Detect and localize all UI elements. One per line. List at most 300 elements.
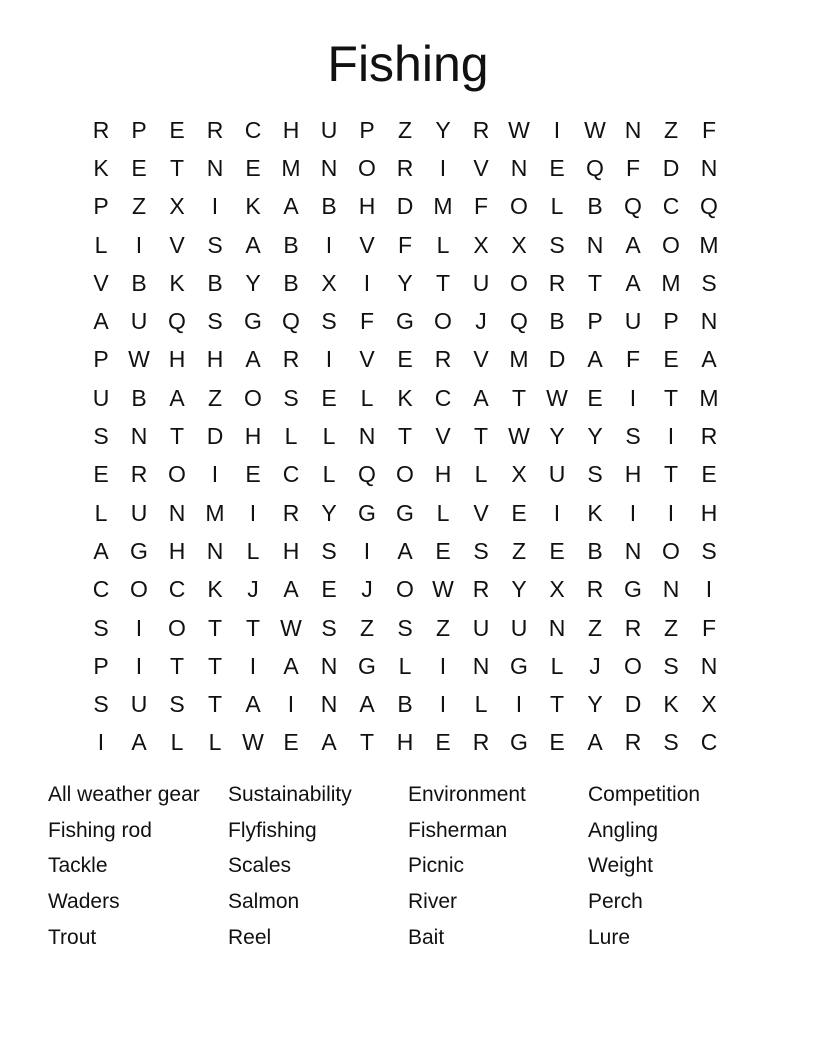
word-list-item: Trout [48, 925, 97, 949]
grid-letter: U [472, 269, 490, 296]
grid-letter: S [549, 231, 565, 258]
grid-letter: O [510, 269, 528, 296]
word-list-item: Bait [408, 925, 445, 949]
grid-letter: G [624, 576, 642, 603]
grid-letter: A [473, 384, 489, 411]
grid-letter: F [701, 614, 717, 641]
grid-letter: K [397, 384, 413, 411]
grid-letter: T [169, 423, 185, 450]
grid-letter: U [130, 499, 148, 526]
grid-letter: U [320, 116, 338, 143]
grid-letter: F [473, 193, 489, 220]
grid-letter: S [169, 691, 185, 718]
grid-letter: A [283, 576, 299, 603]
grid-letter: R [548, 269, 566, 296]
grid-letter: E [549, 729, 565, 756]
grid-letter: R [472, 576, 490, 603]
grid-letter: R [624, 614, 642, 641]
grid-letter: T [473, 423, 489, 450]
grid-letter: L [94, 499, 108, 526]
grid-letter: S [663, 652, 679, 679]
grid-letter: B [397, 691, 413, 718]
grid-letter: E [131, 154, 147, 181]
grid-letter: X [169, 193, 185, 220]
grid-letter: Z [435, 614, 451, 641]
grid-letter: Y [435, 116, 451, 143]
grid-letter: L [360, 384, 374, 411]
grid-letter: O [510, 193, 528, 220]
grid-letter: P [93, 193, 109, 220]
grid-letter: H [396, 729, 414, 756]
grid-letter: V [473, 499, 489, 526]
grid-letter: S [207, 308, 223, 335]
grid-letter: T [207, 614, 223, 641]
grid-letter: M [699, 384, 719, 411]
grid-letter: L [474, 461, 488, 488]
grid-letter: U [624, 308, 642, 335]
grid-letter: Z [511, 537, 527, 564]
grid-letter: U [510, 614, 528, 641]
grid-letter: N [624, 537, 642, 564]
grid-letter: T [549, 691, 565, 718]
grid-letter: I [211, 461, 219, 488]
grid-letter: A [359, 691, 375, 718]
grid-letter: W [508, 116, 530, 143]
grid-letter: K [207, 576, 223, 603]
grid-letter: Z [131, 193, 147, 220]
grid-letter: N [320, 652, 338, 679]
grid-letter: N [472, 652, 490, 679]
grid-letter: I [515, 691, 523, 718]
grid-letter: M [661, 269, 681, 296]
grid-letter: I [97, 729, 105, 756]
grid-letter: Z [359, 614, 375, 641]
grid-letter: G [358, 652, 376, 679]
grid-letter: R [282, 499, 300, 526]
grid-letter: H [206, 346, 224, 373]
word-list-item: Waders [48, 890, 120, 914]
grid-letter: A [587, 346, 603, 373]
word-list [48, 777, 788, 955]
grid-letter: Y [587, 691, 603, 718]
grid-letter: N [510, 154, 528, 181]
grid-letter: K [93, 154, 109, 181]
grid-letter: E [435, 729, 451, 756]
grid-letter: H [434, 461, 452, 488]
grid-letter: W [432, 576, 454, 603]
grid-letter: U [548, 461, 566, 488]
grid-letter: T [169, 154, 185, 181]
word-list-item: Salmon [228, 890, 300, 914]
grid-letter: C [168, 576, 186, 603]
grid-letter: I [553, 116, 561, 143]
grid-letter: I [553, 499, 561, 526]
grid-letter: N [358, 423, 376, 450]
grid-letter: Q [358, 461, 376, 488]
grid-letter: Q [624, 193, 642, 220]
grid-letter: F [625, 346, 641, 373]
grid-letter: I [439, 154, 447, 181]
grid-letter: R [434, 346, 452, 373]
grid-letter: F [701, 116, 717, 143]
grid-letter: O [434, 308, 452, 335]
grid-letter: S [473, 537, 489, 564]
grid-letter: I [211, 193, 219, 220]
grid-letter: R [700, 423, 718, 450]
word-list-item: Scales [228, 854, 292, 878]
grid-letter: A [245, 346, 261, 373]
word-list-item: Competition [588, 783, 701, 806]
grid-letter: O [662, 231, 680, 258]
grid-letter: J [361, 576, 373, 603]
grid-letter: I [705, 576, 713, 603]
grid-letter: I [249, 499, 257, 526]
grid-letter: B [321, 193, 337, 220]
grid-letter: V [359, 231, 375, 258]
grid-letter: I [325, 346, 333, 373]
grid-letter: T [359, 729, 375, 756]
grid-letter: N [130, 423, 148, 450]
grid-letter: W [508, 423, 530, 450]
grid-letter: F [359, 308, 375, 335]
grid-letter: M [281, 154, 301, 181]
grid-letter: S [625, 423, 641, 450]
grid-letter: Y [321, 499, 337, 526]
grid-letter: B [549, 308, 565, 335]
grid-letter: L [550, 652, 564, 679]
grid-letter: O [624, 652, 642, 679]
grid-letter: R [206, 116, 224, 143]
grid-letter: K [663, 691, 679, 718]
grid-letter: P [587, 308, 603, 335]
grid-letter: A [587, 729, 603, 756]
grid-letter: L [284, 423, 298, 450]
grid-letter: S [93, 691, 109, 718]
grid-letter: V [473, 346, 489, 373]
grid-letter: A [397, 537, 413, 564]
grid-letter: S [701, 269, 717, 296]
grid-letter: G [396, 499, 414, 526]
grid-letter: F [397, 231, 413, 258]
grid-letter: E [435, 537, 451, 564]
grid-letter: M [433, 193, 453, 220]
grid-letter: W [242, 729, 264, 756]
grid-letter: P [93, 346, 109, 373]
grid-letter: B [283, 231, 299, 258]
grid-letter: T [663, 384, 679, 411]
grid-letter: I [325, 231, 333, 258]
grid-letter: B [283, 269, 299, 296]
grid-letter: W [584, 116, 606, 143]
grid-letter: Z [397, 116, 413, 143]
grid-letter: O [396, 461, 414, 488]
grid-letter: B [587, 193, 603, 220]
grid-letter: T [663, 461, 679, 488]
grid-letter: M [509, 346, 529, 373]
grid-letter: T [207, 691, 223, 718]
word-list-item: River [408, 890, 458, 914]
grid-letter: E [701, 461, 717, 488]
grid-letter: Y [549, 423, 565, 450]
grid-letter: H [700, 499, 718, 526]
grid-letter: J [589, 652, 601, 679]
grid-letter: I [287, 691, 295, 718]
word-list-item: Environment [408, 783, 526, 806]
grid-letter: N [548, 614, 566, 641]
grid-letter: E [511, 499, 527, 526]
grid-letter: K [587, 499, 603, 526]
grid-letter: J [475, 308, 487, 335]
grid-letter: I [629, 499, 637, 526]
grid-letter: S [663, 729, 679, 756]
grid-letter: P [131, 116, 147, 143]
grid-letter: B [131, 269, 147, 296]
grid-letter: E [283, 729, 299, 756]
word-list-item: Tackle [48, 854, 108, 878]
grid-letter: I [135, 652, 143, 679]
grid-letter: R [472, 116, 490, 143]
grid-letter: V [473, 154, 489, 181]
grid-letter: Q [282, 308, 300, 335]
grid-letter: W [128, 346, 150, 373]
grid-letter: O [358, 154, 376, 181]
grid-letter: T [397, 423, 413, 450]
grid-letter: K [169, 269, 185, 296]
grid-letter: L [94, 231, 108, 258]
grid-letter: P [93, 652, 109, 679]
grid-letter: S [321, 614, 337, 641]
grid-letter: G [130, 537, 148, 564]
grid-letter: H [282, 537, 300, 564]
grid-letter: Y [397, 269, 413, 296]
grid-letter: E [93, 461, 109, 488]
grid-letter: Y [511, 576, 527, 603]
grid-letter: G [358, 499, 376, 526]
word-list-item: Weight [588, 854, 653, 878]
grid-letter: S [701, 537, 717, 564]
word-list-item: Fisherman [408, 818, 508, 842]
grid-letter: C [92, 576, 110, 603]
grid-letter: E [245, 461, 261, 488]
puzzle-title: Fishing [327, 36, 489, 92]
grid-letter: V [93, 269, 109, 296]
grid-letter: O [396, 576, 414, 603]
grid-letter: B [207, 269, 223, 296]
grid-letter: T [511, 384, 527, 411]
grid-letter: N [700, 652, 718, 679]
grid-letter: S [587, 461, 603, 488]
word-list-item: Reel [228, 925, 272, 949]
grid-letter: S [93, 423, 109, 450]
grid-letter: O [130, 576, 148, 603]
grid-letter: A [93, 537, 109, 564]
grid-letter: A [321, 729, 337, 756]
grid-letter: H [358, 193, 376, 220]
grid-letter: E [169, 116, 185, 143]
grid-letter: C [282, 461, 300, 488]
grid-letter: A [169, 384, 185, 411]
grid-letter: X [701, 691, 717, 718]
grid-letter: E [321, 576, 337, 603]
grid-letter: U [130, 308, 148, 335]
grid-letter: G [510, 652, 528, 679]
grid-letter: S [321, 308, 337, 335]
grid-letter: M [699, 231, 719, 258]
word-list-item: All weather gear [48, 783, 200, 806]
grid-letter: N [320, 691, 338, 718]
grid-letter: S [321, 537, 337, 564]
grid-letter: K [245, 193, 261, 220]
grid-letter: G [510, 729, 528, 756]
word-list-item: Sustainability [228, 783, 352, 806]
grid-letter: N [206, 537, 224, 564]
grid-letter: I [629, 384, 637, 411]
grid-letter: X [511, 461, 527, 488]
grid-letter: T [587, 269, 603, 296]
word-list-item: Picnic [408, 854, 465, 878]
grid-letter: C [662, 193, 680, 220]
grid-letter: A [283, 193, 299, 220]
grid-letter: A [283, 652, 299, 679]
grid-letter: T [169, 652, 185, 679]
grid-letter: J [247, 576, 259, 603]
grid-letter: E [587, 384, 603, 411]
grid-letter: E [549, 154, 565, 181]
grid-letter: G [244, 308, 262, 335]
grid-letter: Q [168, 308, 186, 335]
grid-letter: A [701, 346, 717, 373]
grid-letter: I [667, 423, 675, 450]
grid-letter: E [245, 154, 261, 181]
grid-letter: I [439, 691, 447, 718]
grid-letter: V [435, 423, 451, 450]
grid-letter: T [245, 614, 261, 641]
grid-letter: I [439, 652, 447, 679]
grid-letter: Q [586, 154, 604, 181]
grid-letter: O [662, 537, 680, 564]
grid-letter: Z [207, 384, 223, 411]
grid-letter: H [244, 423, 262, 450]
grid-letter: L [322, 423, 336, 450]
grid-letter: N [206, 154, 224, 181]
grid-letter: L [436, 231, 450, 258]
grid-letter: A [93, 308, 109, 335]
grid-letter: I [667, 499, 675, 526]
grid-letter: U [92, 384, 110, 411]
grid-letter: E [549, 537, 565, 564]
grid-letter: R [396, 154, 414, 181]
grid-letter: Y [245, 269, 261, 296]
grid-letter: G [396, 308, 414, 335]
grid-letter: R [130, 461, 148, 488]
grid-letter: L [246, 537, 260, 564]
grid-letter: D [396, 193, 414, 220]
grid-letter: B [587, 537, 603, 564]
grid-letter: V [359, 346, 375, 373]
grid-letter: S [397, 614, 413, 641]
grid-letter: U [130, 691, 148, 718]
word-list-item: Flyfishing [228, 818, 317, 842]
grid-letter: E [321, 384, 337, 411]
word-list-item: Lure [588, 925, 631, 949]
grid-letter: Y [587, 423, 603, 450]
grid-letter: H [624, 461, 642, 488]
grid-letter: D [624, 691, 642, 718]
grid-letter: B [131, 384, 147, 411]
grid-letter: N [168, 499, 186, 526]
word-list-item: Fishing rod [48, 818, 152, 842]
grid-letter: W [546, 384, 568, 411]
grid-letter: L [170, 729, 184, 756]
grid-letter: A [625, 269, 641, 296]
grid-letter: U [472, 614, 490, 641]
grid-letter: L [550, 193, 564, 220]
word-list-item: Angling [588, 818, 659, 842]
grid-letter: N [662, 576, 680, 603]
grid-letter: Z [587, 614, 603, 641]
grid-letter: M [205, 499, 225, 526]
grid-letter: C [244, 116, 262, 143]
grid-letter: S [207, 231, 223, 258]
grid-letter: L [436, 499, 450, 526]
grid-letter: A [131, 729, 147, 756]
grid-letter: O [168, 461, 186, 488]
grid-letter: C [700, 729, 718, 756]
grid-letter: N [624, 116, 642, 143]
grid-letter: F [625, 154, 641, 181]
grid-letter: I [363, 269, 371, 296]
grid-letter: Q [700, 193, 718, 220]
grid-letter: D [662, 154, 680, 181]
grid-letter: I [135, 614, 143, 641]
grid-letter: R [282, 346, 300, 373]
grid-letter: P [359, 116, 375, 143]
grid-letter: I [135, 231, 143, 258]
grid-letter: A [245, 231, 261, 258]
grid-letter: O [168, 614, 186, 641]
grid-letter: S [283, 384, 299, 411]
grid-letter: A [625, 231, 641, 258]
grid-letter: R [586, 576, 604, 603]
grid-letter: L [474, 691, 488, 718]
grid-letter: X [321, 269, 337, 296]
grid-letter: L [322, 461, 336, 488]
grid-letter: N [700, 154, 718, 181]
grid-letter: L [208, 729, 222, 756]
grid-letter: Z [663, 614, 679, 641]
grid-letter: I [249, 652, 257, 679]
grid-letter: T [207, 652, 223, 679]
grid-letter: D [206, 423, 224, 450]
grid-letter: N [586, 231, 604, 258]
grid-letter: H [168, 346, 186, 373]
grid-letter: L [398, 652, 412, 679]
grid-letter: X [473, 231, 489, 258]
grid-letter: C [434, 384, 452, 411]
grid-letter: I [363, 537, 371, 564]
grid-letter: D [548, 346, 566, 373]
grid-letter: N [700, 308, 718, 335]
grid-letter: O [244, 384, 262, 411]
grid-letter: E [663, 346, 679, 373]
word-list-item: Perch [588, 890, 643, 914]
grid-letter: Z [663, 116, 679, 143]
grid-letter: Q [510, 308, 528, 335]
grid-letter: P [663, 308, 679, 335]
grid-letter: X [511, 231, 527, 258]
grid-letter: E [397, 346, 413, 373]
grid-letter: R [624, 729, 642, 756]
